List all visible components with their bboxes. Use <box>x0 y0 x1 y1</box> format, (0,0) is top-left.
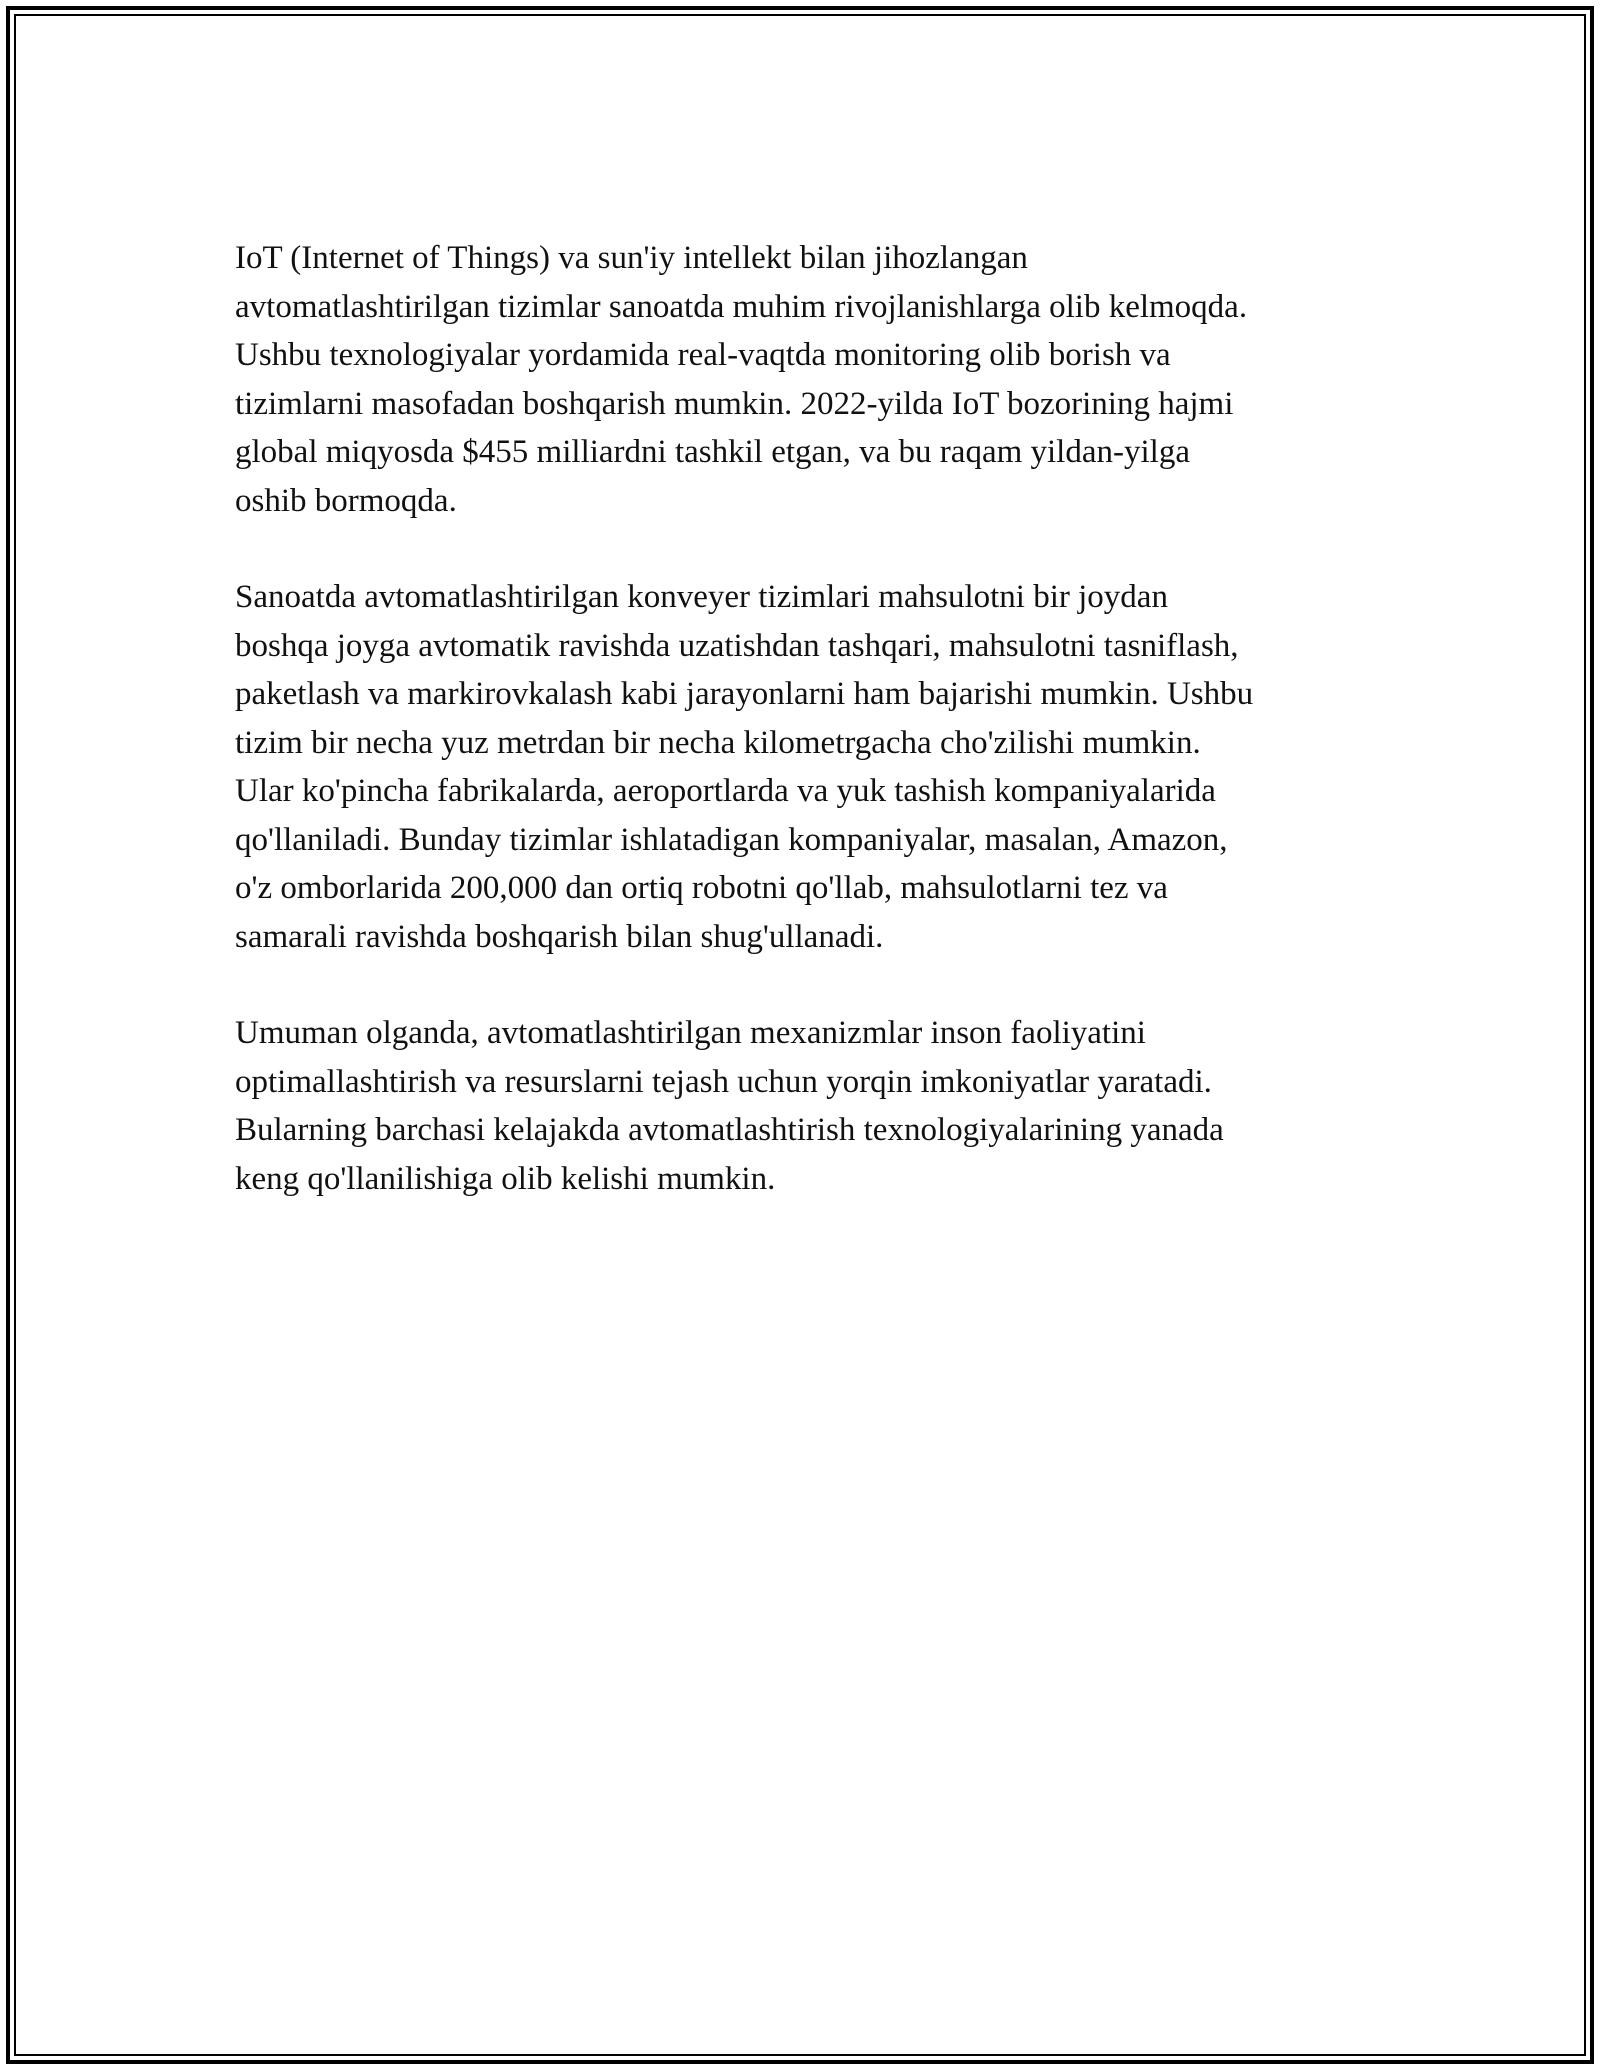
paragraph-iot: IoT (Internet of Things) va sun'iy intellekt bilan jihozlangan avtomatlashtirilgan tizimlar sanoatda muhim rivojlanishlarga olib kelmoqda. Ushbu texnologiyalar yordamida real-vaqtda monitoring olib borish va tizimlarni masofadan boshqarish mumkin. 2022-yilda IoT bozorining hajmi global miqyosda $455 milliardni tashkil etgan, va bu raqam yildan-yilga oshib bormoqda. <box>235 240 1248 519</box>
paragraph-conveyor: Sanoatda avtomatlashtirilgan konveyer tizimlari mahsulotni bir joydan boshqa joyga avtomatik ravishda uzatishdan tashqari, mahsulotni tasniflash, paketlash va markirovkalash kabi jarayonlarni ham bajarishi mumkin. Ushbu tizim bir necha yuz metrdan bir necha kilometrgacha cho'zilishi mumkin. Ular ko'pincha fabrikalarda, aeroportlarda va yuk tashish kompaniyalarida qo'llaniladi. Bunday tizimlar ishlatadigan kompaniyalar, masalan, Amazon, o'z omborlarida 200,000 dan ortiq robotni qo'llab, mahsulotlarni tez va samarali ravishda boshqarish bilan shug'ullanadi. <box>235 579 1254 955</box>
document-body <box>235 234 1395 1251</box>
paragraph-conclusion: Umuman olganda, avtomatlashtirilgan mexanizmlar inson faoliyatini optimallashtirish va resurslarni tejash uchun yorqin imkoniyatlar yaratadi. Bularning barchasi kelajakda avtomatlashtirish texnologiyalarining yanada keng qo'llanilishiga olib kelishi mumkin. <box>235 1015 1224 1197</box>
